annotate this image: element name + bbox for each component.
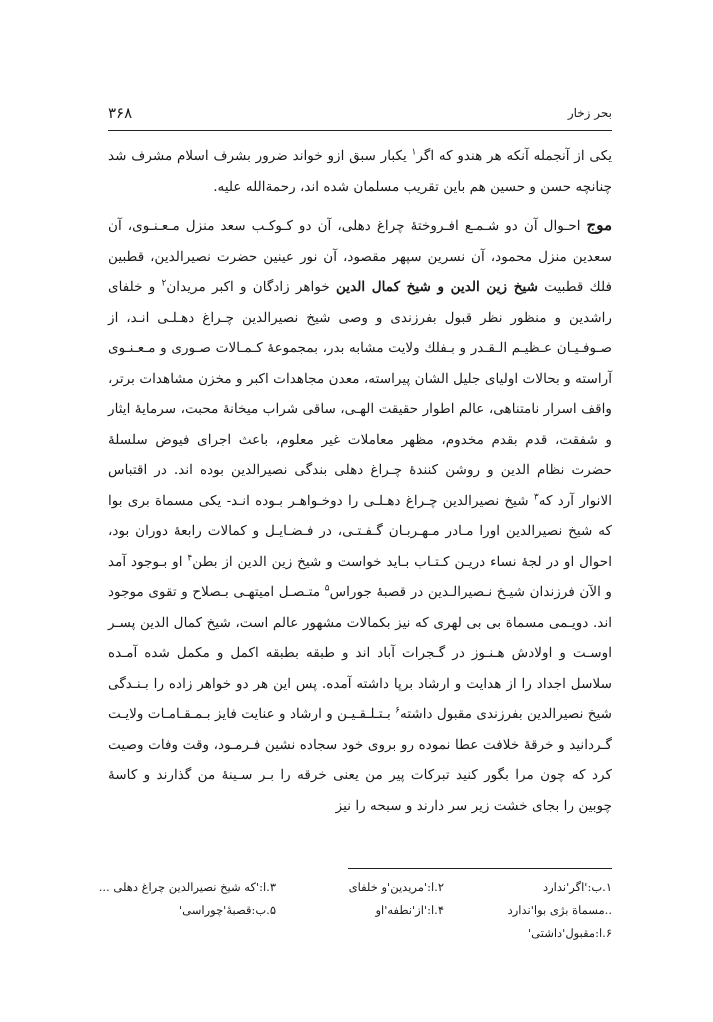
text-segment: خواهر زادگان و اکبر مریدان <box>166 279 336 295</box>
footnote-marker: ۱ <box>411 147 417 158</box>
footnote-marker: ۲ <box>161 278 167 289</box>
text-segment: احـوال آن دو شـمـع افـروختهٔ چراغ دهلی، آن دو کـوکـب سعد منزل مـعـنـوی، آن سعدین منزل محمود، آن نسرین سپهر مقصود، آن نور عینین حضرت نصیرالدین، قطبین فلك قطبیت <box>108 218 612 295</box>
footnote: ۴.ا:'از'نطفه'او <box>375 903 444 917</box>
footnote: ..مسماة بژی بوا'ندارد <box>507 903 612 917</box>
footnote-divider <box>348 868 612 869</box>
footnote-row <box>108 922 612 945</box>
text-segment: شیخ نصیرالدین چـراغ دهـلـی را دوخـواهـر بـوده انـد- یکی مسماة بری بوا که شیخ نصیرالدین اورا مـادر مـهـربـان گـفـتـی، در فـضـایـل و کمالات رابعهٔ دوران بود، احوال او در لجهٔ نساء دریـن کـتـاب بـاید خواست و شیخ زین الدین از بطن <box>108 492 612 570</box>
footnote: ۱.ب:'اگر'ندارد <box>543 880 612 894</box>
main-text <box>108 141 612 821</box>
text-segment: او بـوجود آمد و الآن فرزندان شیـخ نـصیرالـدین در قصبهٔ جوراس <box>108 553 612 600</box>
text-segment: یکبار سبق ازو خواند ضرور بشرف اسلام مشرف شد چنانچه حسن و حسین هم باین تقریب مسلمان شده اند، رحمةالله علیه. <box>108 148 612 195</box>
footnote: ۳.ا:'که شیخ نصیرالدین چراغ دهلی ... <box>98 880 276 894</box>
page-number: ۳۶۸ <box>108 104 133 122</box>
footnote-marker: ۴ <box>187 552 193 563</box>
paragraph <box>108 210 612 821</box>
highlighted-names: شیخ زین الدین و شیخ کمال الدین <box>335 279 538 295</box>
footnote: ۶.ا:مقبول'داشتی' <box>528 926 612 940</box>
section-keyword: موج <box>586 216 612 234</box>
book-title: بحر زخار <box>567 106 612 120</box>
footnote-marker: ۵ <box>324 583 330 594</box>
footnote-marker: ۳ <box>533 491 539 502</box>
text-segment: یکی از آنجمله آنکه هر هندو که اگر <box>416 148 612 164</box>
running-header <box>108 104 612 131</box>
footnotes <box>98 876 612 945</box>
footnote <box>108 922 276 945</box>
paragraph <box>108 141 612 202</box>
text-segment: بـتـلـقـیـن و ارشاد و عنایت فایز بـمـقـامـات ولایـت گـردانید و خرقهٔ خلافت عطا نموده رو بروی خود سجاده نشین فـرمـود، وقت وفات وصیت کرد که چون مرا بگور کنید تبرکات پیر من یعنی خرقه را بـر سـینهٔ من گذارند و کاسهٔ چوبین را بجای خشت زیر سر دارند و سبحه را نیز <box>108 706 612 814</box>
footnote-marker: ۶ <box>395 705 400 716</box>
footnote: ۵.ب:قصبهٔ'چوراسی' <box>179 903 276 917</box>
footnote <box>276 922 444 945</box>
text-segment: متـصـل امیتهـی بـصلاح و تقوی موجود اند. دویـمی مسماة بی بی لهری که نیز بکمالات مشهور عالم است، شیخ کمال الدین پسـر اوسـت و اولادش هـنـوز در گـجرات آباد اند و طبقه بطبقه اکمل و مکمل شده آمـده سلاسل اجداد را از هدایت و ارشاد برپا داشته آمده. پس این هر دو خواهر زاده را بـنـدگی شیخ نصیرالدین بفرزندی مقبول داشته <box>108 584 612 722</box>
footnote-row <box>108 899 612 922</box>
text-segment: و خلفای راشدین و منظور نظر قبول بفرزندی و وصی شیخ نصیرالدین چـراغ دهـلـی انـد، از صـوفـیـان عـظیـم الـقـدر و بـفلك ولایت مشابه بدر، بمجموعهٔ کـمـالات صـوری و مـعـنـوی آراسته و بحالات اولیای جلیل الشان پیراسته، معدن مجاهدات اکبر و مخزن مشاهدات برتر، واقف اسرار نامتناهی، عالم اطوار حقیقت الهـی، ساقی شراب میخانهٔ محبت، سرمایهٔ ایثار و شفقت، قدم بقدم مخدوم، مظهر معاملات غیر معلوم، باعث اجرای فیوض سلسلهٔ حضرت نظام الدین و روشن کنندهٔ چـراغ دهلی بندگی نصیرالدین بوده اند. در اقتباس الانوار آرد که <box>108 279 612 509</box>
footnote: ۲.ا:'مریدین'و خلفای <box>348 880 444 894</box>
footnote-row <box>98 876 612 899</box>
